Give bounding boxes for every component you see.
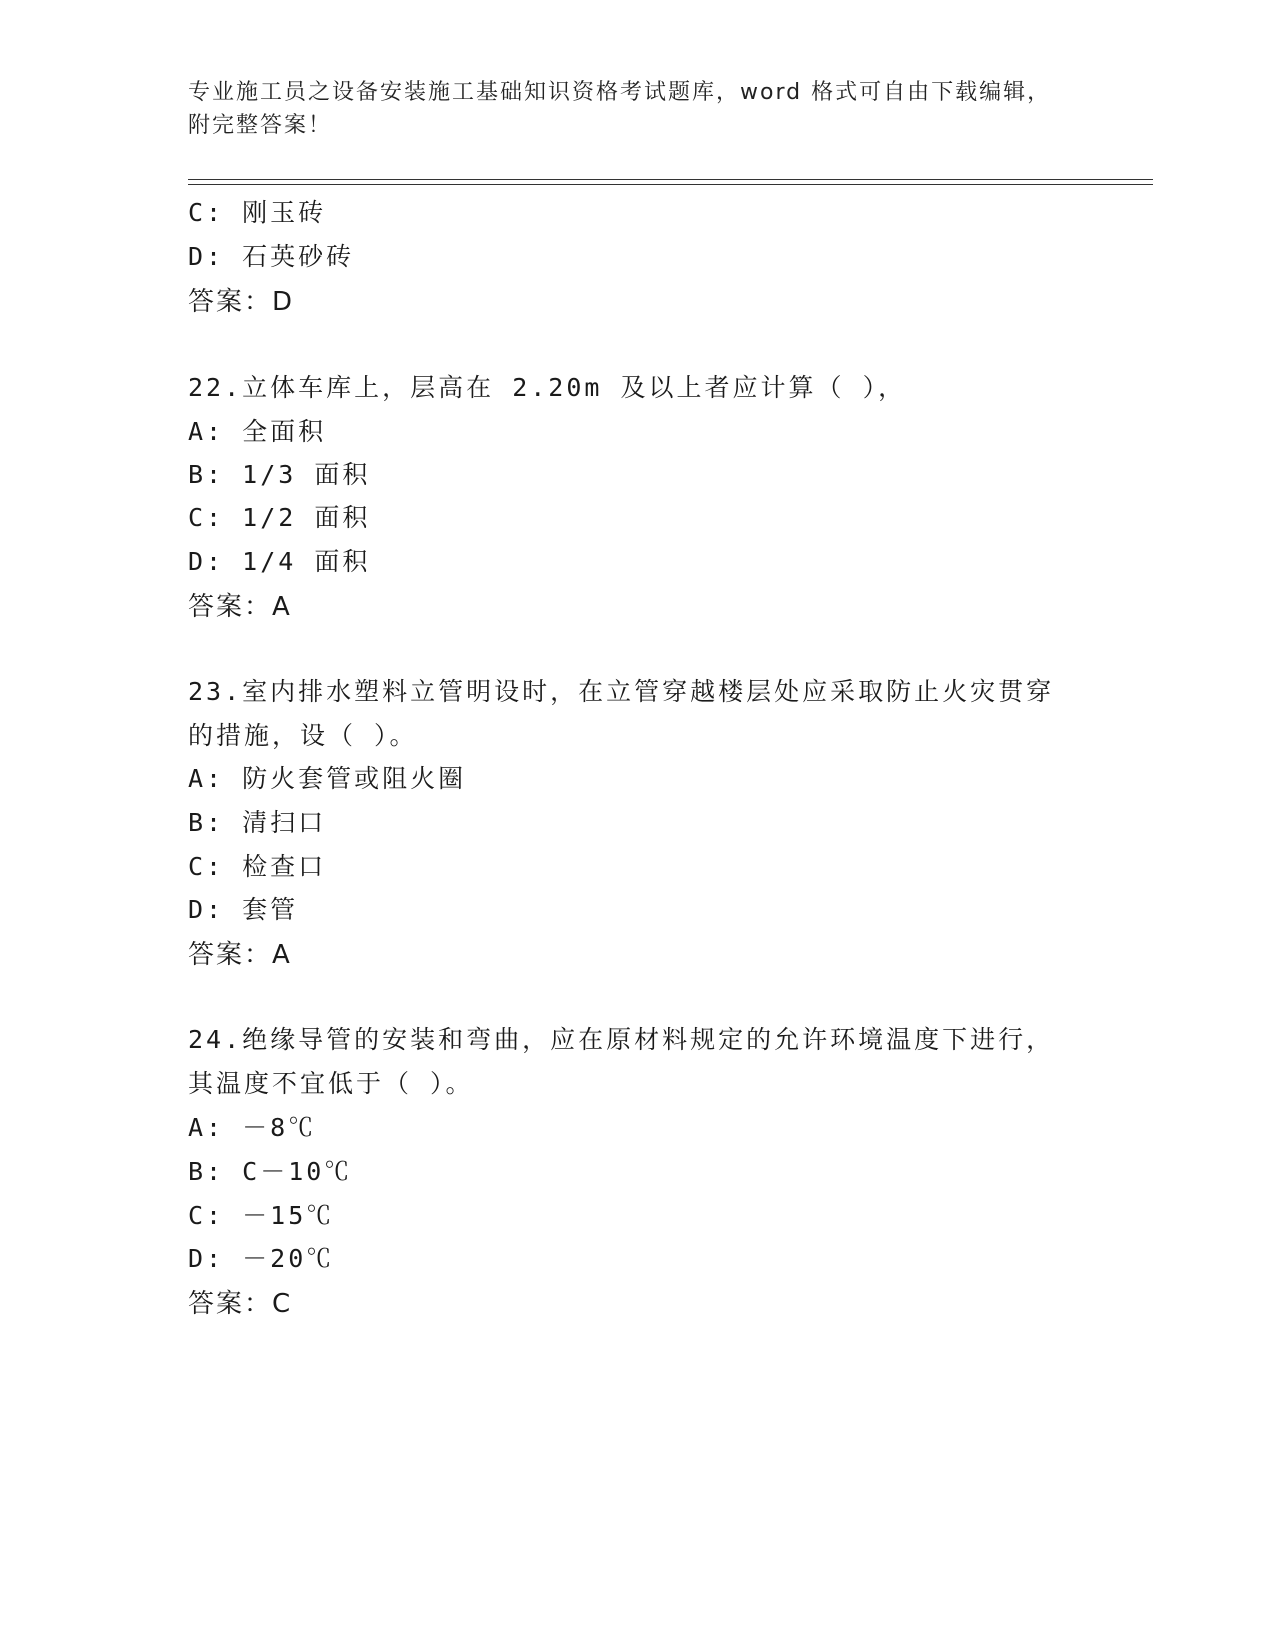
q22-option-a: A: 全面积 bbox=[188, 417, 327, 446]
q22-option-c: C: 1/2 面积 bbox=[188, 503, 371, 532]
q23-option-c: C: 检查口 bbox=[188, 852, 327, 881]
header-divider-bottom bbox=[188, 184, 1153, 185]
q21-option-c: C: 刚玉砖 bbox=[188, 198, 327, 227]
q24-question-line-2: 其温度不宜低于（ ）。 bbox=[188, 1069, 474, 1098]
document-header bbox=[188, 76, 1088, 142]
q23-option-b: B: 清扫口 bbox=[188, 808, 327, 837]
q24-question-line-1: 24.绝缘导管的安装和弯曲，应在原材料规定的允许环境温度下进行， bbox=[188, 1025, 1055, 1054]
q24-option-a: A: －8℃ bbox=[188, 1113, 317, 1142]
q21-option-d: D: 石英砂砖 bbox=[188, 242, 355, 271]
q22-answer: 答案：A bbox=[188, 592, 292, 622]
q24-option-b: B: C－10℃ bbox=[188, 1157, 353, 1186]
q23-question-line-2: 的措施，设（ ）。 bbox=[188, 721, 418, 750]
header-line-1: 专业施工员之设备安装施工基础知识资格考试题库，word 格式可自由下载编辑， bbox=[188, 80, 1052, 105]
q24-answer: 答案：C bbox=[188, 1289, 293, 1319]
q24-option-d: D: －20℃ bbox=[188, 1244, 335, 1273]
q23-answer: 答案：A bbox=[188, 940, 292, 970]
header-line-2: 附完整答案！ bbox=[188, 113, 333, 138]
header-divider-top bbox=[188, 179, 1153, 180]
q24-option-c: C: －15℃ bbox=[188, 1201, 335, 1230]
q21-answer: 答案：D bbox=[188, 287, 295, 317]
q22-question: 22.立体车库上，层高在 2.20m 及以上者应计算（ ）， bbox=[188, 373, 907, 402]
q23-option-a: A: 防火套管或阻火圈 bbox=[188, 764, 467, 793]
q22-option-b: B: 1/3 面积 bbox=[188, 460, 371, 489]
q23-question-line-1: 23.室内排水塑料立管明设时，在立管穿越楼层处应采取防止火灾贯穿 bbox=[188, 677, 1055, 706]
q22-option-d: D: 1/4 面积 bbox=[188, 547, 371, 576]
q23-option-d: D: 套管 bbox=[188, 895, 299, 924]
